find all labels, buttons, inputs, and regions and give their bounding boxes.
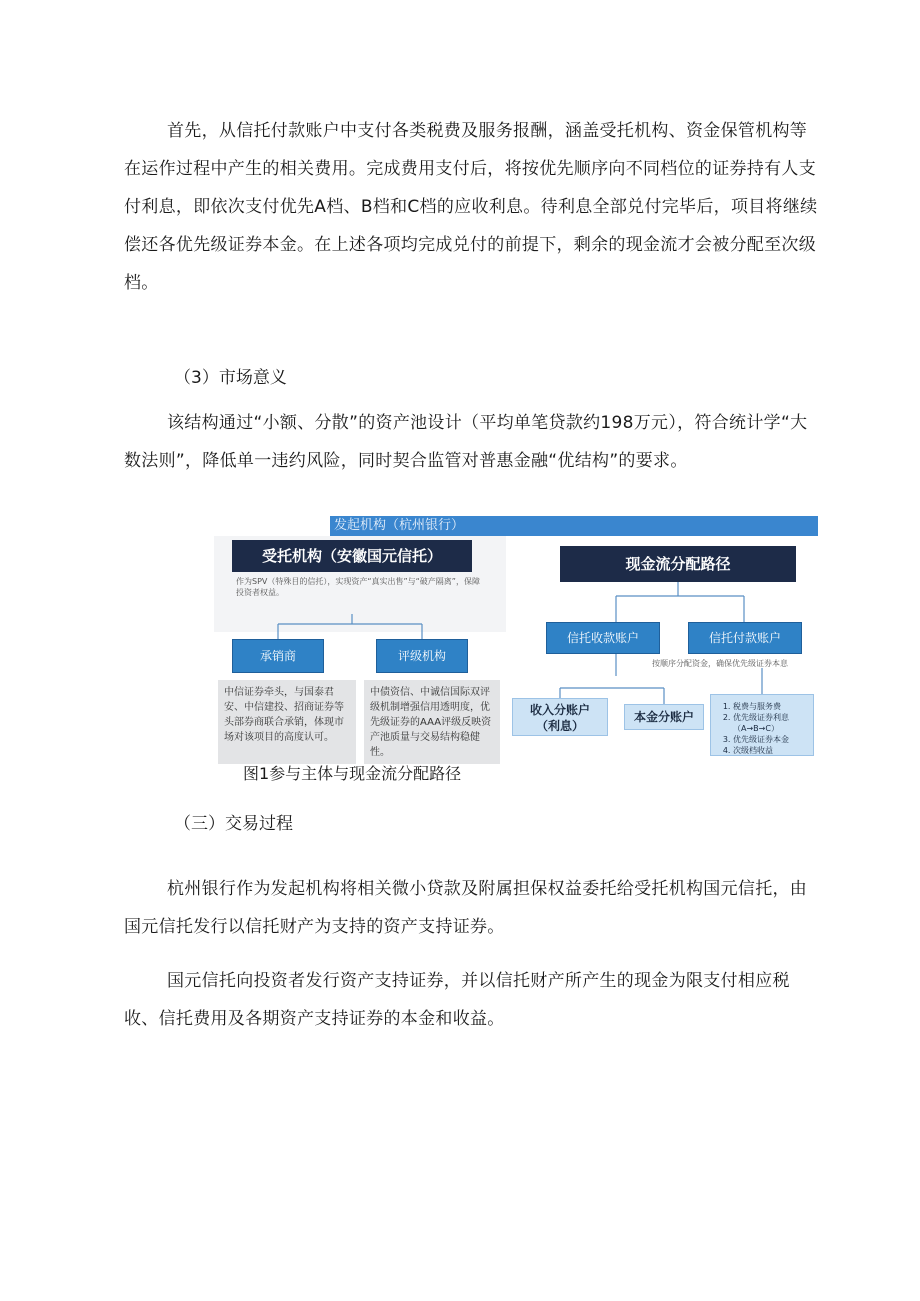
- underwriter-box: 承销商: [232, 639, 324, 673]
- payment-step-3: 3. 优先级证券本金: [733, 734, 809, 745]
- trustee-note: 作为SPV（特殊目的信托），实现资产“真实出售”与“破产隔离”，保障投资者权益。: [236, 577, 480, 597]
- subheading-market-significance: （3）市场意义: [174, 368, 287, 388]
- payment-step-4: 4. 次级档收益: [733, 745, 809, 756]
- paragraph-distribution: 首先，从信托付款账户中支付各类税费及服务报酬，涵盖受托机构、资金保管机构等在运作过程中产生的相关费用。完成费用支付后，将按优先顺序向不同档位的证券持有人支付利息，即依次支付优先A档、B档和C档的应收利息。待利息全部兑付完毕后，项目将继续偿还各优先级证券本金。在上述各项均完成兑付的前提下，剩余的现金流才会被分配至次级档。: [124, 121, 818, 293]
- income-subaccount-label: 收入分账户: [529, 703, 590, 717]
- cashflow-path-box: 现金流分配路径: [560, 546, 796, 582]
- section-heading-transaction: （三）交易过程: [174, 814, 293, 834]
- figure-caption: 图1参与主体与现金流分配路径: [243, 764, 462, 783]
- rating-note: 中债资信、中诚信国际双评级机制增强信用透明度，优先级证券的AAA评级反映资产池质量与交易结构稳健性。: [364, 680, 500, 764]
- paragraph-transaction-1: 杭州银行作为发起机构将相关微小贷款及附属担保权益委托给受托机构国元信托，由国元信托发行以信托财产为支持的资产支持证券。: [124, 879, 808, 937]
- originator-banner: 发起机构（杭州银行）: [330, 516, 818, 536]
- rating-agency-box: 评级机构: [376, 639, 468, 673]
- underwriter-note: 中信证券牵头，与国泰君安、中信建投、招商证券等头部券商联合承销，体现市场对该项目的高度认可。: [218, 680, 356, 764]
- paragraph-market-significance: 该结构通过“小额、分散”的资产池设计（平均单笔贷款约198万元），符合统计学“大数法则”，降低单一违约风险，同时契合监管对普惠金融“优结构”的要求。: [124, 413, 808, 471]
- payment-account-note: 按顺序分配资金，确保优先级证券本息: [652, 659, 788, 668]
- payment-step-1: 1. 税费与服务费: [733, 701, 809, 712]
- payment-account-box: 信托付款账户: [688, 622, 802, 654]
- principal-subaccount-box: 本金分账户: [624, 704, 704, 730]
- diagram-connectors: [214, 516, 818, 788]
- payment-step-2: 2. 优先级证券利息（A→B→C）: [733, 712, 809, 734]
- collection-account-box: 信托收款账户: [546, 622, 660, 654]
- trustee-box: 受托机构（安徽国元信托）: [232, 540, 472, 572]
- income-subaccount-sublabel: （利息）: [535, 719, 584, 733]
- diagram-figure: [214, 516, 818, 788]
- paragraph-transaction-2: 国元信托向投资者发行资产支持证券，并以信托财产所产生的现金为限支付相应税收、信托费用及各期资产支持证券的本金和收益。: [124, 971, 790, 1029]
